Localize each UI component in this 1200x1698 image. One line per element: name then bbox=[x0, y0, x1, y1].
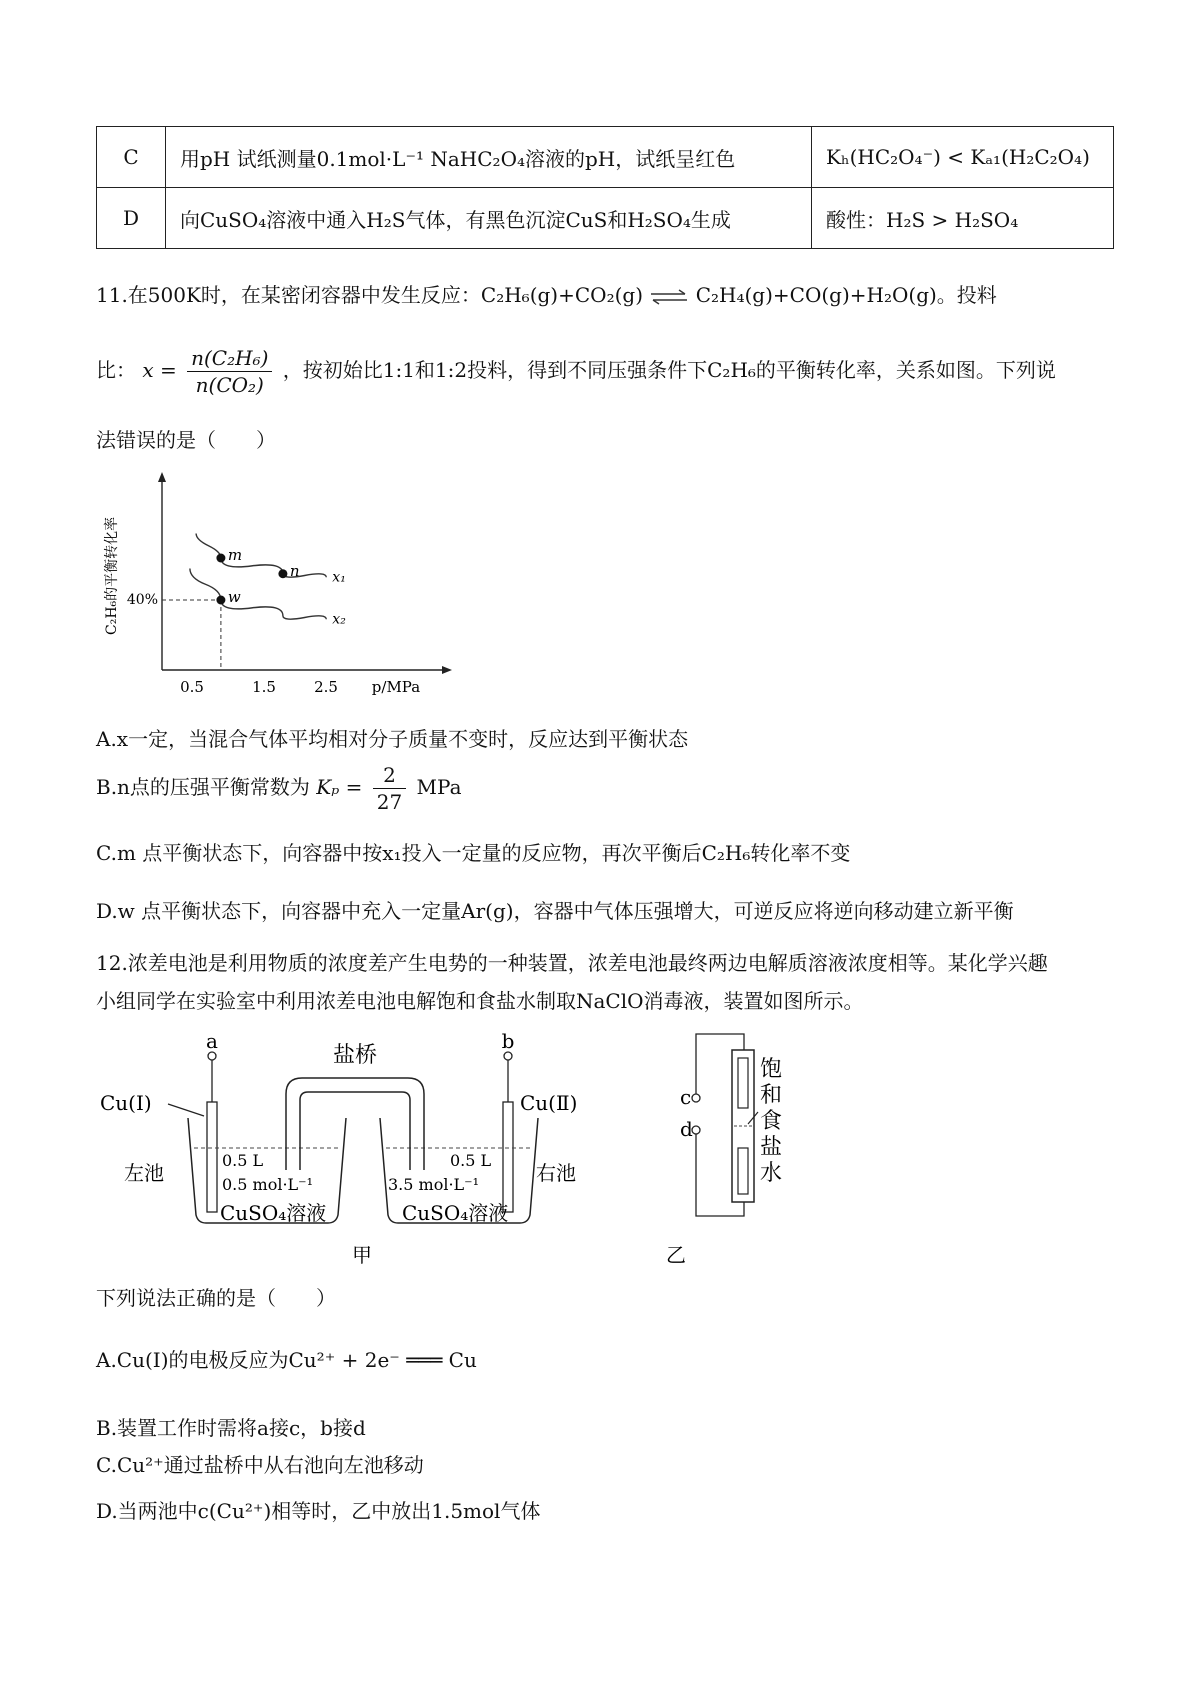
options-table bbox=[96, 126, 1114, 249]
left-pool-label: 左池 bbox=[124, 1161, 164, 1185]
data-point-n bbox=[278, 569, 287, 578]
q11-option-a: A.x一定，当混合气体平均相对分子质量不变时，反应达到平衡状态 bbox=[96, 727, 689, 751]
electrode-cu2 bbox=[503, 1102, 513, 1212]
right-concentration: 3.5 mol·L⁻¹ bbox=[388, 1175, 480, 1194]
row-operation: 向CuSO₄溶液中通入H₂S气体，有黑色沉淀CuS和H₂SO₄生成 bbox=[166, 188, 812, 249]
terminal-b-icon bbox=[504, 1052, 512, 1060]
kp-denominator: 27 bbox=[376, 790, 403, 814]
q11-option-b bbox=[96, 762, 462, 815]
ratio-prefix: 比： bbox=[96, 358, 136, 382]
salt-bridge bbox=[286, 1078, 424, 1170]
reaction-right: C₂H₄(g)+CO(g)+H₂O(g)。投料 bbox=[695, 283, 997, 307]
y-marker-label: 40% bbox=[126, 592, 158, 608]
x-tick-label: 0.5 bbox=[180, 678, 204, 696]
saline-label-2: 和 bbox=[760, 1083, 783, 1108]
ratio-denominator: n(CO₂) bbox=[195, 373, 264, 397]
figure-jia-caption: 甲 bbox=[352, 1243, 372, 1267]
figure-yi bbox=[660, 1030, 830, 1270]
row-label: C bbox=[97, 127, 166, 188]
salt-bridge-label: 盐桥 bbox=[332, 1043, 378, 1068]
left-concentration: 0.5 mol·L⁻¹ bbox=[222, 1175, 314, 1194]
q12-prompt: 下列说法正确的是（ ） bbox=[96, 1286, 336, 1310]
q11-option-d: D.w 点平衡状态下，向容器中充入一定量Ar(g)，容器中气体压强增大，可逆反应将逆向移动建立新平衡 bbox=[96, 899, 1014, 923]
q11-option-c: C.m 点平衡状态下，向容器中按x₁投入一定量的反应物，再次平衡后C₂H₆转化率不变 bbox=[96, 841, 851, 865]
saline-label-4: 盐 bbox=[760, 1135, 783, 1160]
table-row bbox=[97, 127, 1114, 188]
cu1-pointer bbox=[168, 1104, 204, 1116]
saline-label-1: 饱 bbox=[760, 1057, 783, 1082]
x-axis-arrow-icon bbox=[442, 666, 452, 674]
kp-fraction bbox=[373, 762, 406, 815]
terminal-c-icon bbox=[692, 1094, 700, 1102]
q11-prefix: 11.在500K时，在某密闭容器中发生反应： bbox=[96, 283, 481, 307]
top-wire bbox=[696, 1034, 744, 1050]
point-label: m bbox=[227, 546, 243, 564]
q12-line1: 12.浓差电池是利用物质的浓度差产生电势的一种装置，浓差电池最终两边电解质溶液浓度相等。某化学兴趣 bbox=[96, 951, 1048, 975]
terminal-a-icon bbox=[208, 1052, 216, 1060]
cu2-label: Cu(Ⅱ) bbox=[520, 1091, 578, 1115]
kp-unit: MPa bbox=[416, 775, 462, 799]
data-point-m bbox=[216, 554, 225, 563]
saline-label-3: 食 bbox=[760, 1109, 783, 1134]
x-tick-label: 2.5 bbox=[314, 678, 338, 696]
point-label: n bbox=[289, 561, 300, 580]
figure-jia bbox=[100, 1030, 620, 1270]
terminal-c-label: c bbox=[680, 1085, 692, 1109]
y-axis-label: C₂H₆的平衡转化率 bbox=[104, 516, 120, 635]
series-label: x₂ bbox=[332, 611, 346, 628]
kp-numerator: 2 bbox=[373, 762, 406, 789]
q12-line2: 小组同学在实验室中利用浓差电池电解饱和食盐水制取NaClO消毒液，装置如图所示。 bbox=[96, 989, 864, 1013]
q12-option-c: C.Cu²⁺通过盐桥中从右池向左池移动 bbox=[96, 1453, 424, 1477]
q11-line3: 法错误的是（ ） bbox=[96, 428, 276, 452]
q11-line2 bbox=[96, 345, 1056, 398]
right-pool-label: 右池 bbox=[536, 1161, 576, 1185]
cu1-label: Cu(Ⅰ) bbox=[100, 1091, 152, 1115]
q12-option-b: B.装置工作时需将a接c，b接d bbox=[96, 1416, 366, 1440]
table-row bbox=[97, 188, 1114, 249]
conversion-chart bbox=[96, 470, 456, 700]
ratio-fraction bbox=[187, 345, 272, 398]
saline-label-5: 水 bbox=[760, 1161, 783, 1186]
left-volume: 0.5 L bbox=[222, 1151, 264, 1170]
terminal-d-icon bbox=[692, 1126, 700, 1134]
data-point-w bbox=[216, 596, 225, 605]
q11-line1 bbox=[96, 282, 997, 308]
point-label: w bbox=[227, 588, 241, 606]
row-conclusion: Kₕ(HC₂O₄⁻) < Kₐ₁(H₂C₂O₄) bbox=[812, 127, 1114, 188]
series-label: x₁ bbox=[332, 569, 346, 586]
x-axis-label: p/MPa bbox=[371, 678, 421, 696]
q12-option-d: D.当两池中c(Cu²⁺)相等时，乙中放出1.5mol气体 bbox=[96, 1499, 541, 1523]
q12-option-a: A.Cu(I)的电极反应为Cu²⁺ + 2e⁻ ═══ Cu bbox=[96, 1348, 477, 1372]
ratio-suffix: ，按初始比1:1和1:2投料，得到不同压强条件下C₂H₆的平衡转化率，关系如图。下列说 bbox=[282, 358, 1056, 382]
ratio-numerator: n(C₂H₆) bbox=[187, 345, 272, 372]
row-label: D bbox=[97, 188, 166, 249]
left-solution-label: CuSO₄溶液 bbox=[220, 1201, 327, 1225]
reaction-left: C₂H₆(g)+CO₂(g) bbox=[480, 283, 643, 307]
kp-symbol: Kₚ = bbox=[316, 775, 363, 799]
chart-marks bbox=[162, 534, 346, 671]
ratio-x: x = bbox=[142, 358, 177, 382]
electrode-cu1 bbox=[207, 1102, 217, 1212]
series-line-2 bbox=[190, 569, 326, 620]
right-volume: 0.5 L bbox=[450, 1151, 492, 1170]
reversible-arrow-icon bbox=[649, 289, 689, 305]
row-operation: 用pH 试纸测量0.1mol·L⁻¹ NaHC₂O₄溶液的pH，试纸呈红色 bbox=[166, 127, 812, 188]
series-line-1 bbox=[196, 534, 326, 578]
terminal-b-label: b bbox=[501, 1030, 515, 1053]
terminal-d-label: d bbox=[680, 1117, 693, 1141]
x-tick-label: 1.5 bbox=[252, 678, 276, 696]
right-solution-label: CuSO₄溶液 bbox=[402, 1201, 509, 1225]
terminal-a-label: a bbox=[206, 1030, 218, 1053]
y-axis-arrow-icon bbox=[158, 472, 166, 482]
option-b-prefix: B.n点的压强平衡常数为 bbox=[96, 775, 310, 799]
figure-yi-caption: 乙 bbox=[666, 1243, 686, 1267]
row-conclusion: 酸性：H₂S > H₂SO₄ bbox=[812, 188, 1114, 249]
